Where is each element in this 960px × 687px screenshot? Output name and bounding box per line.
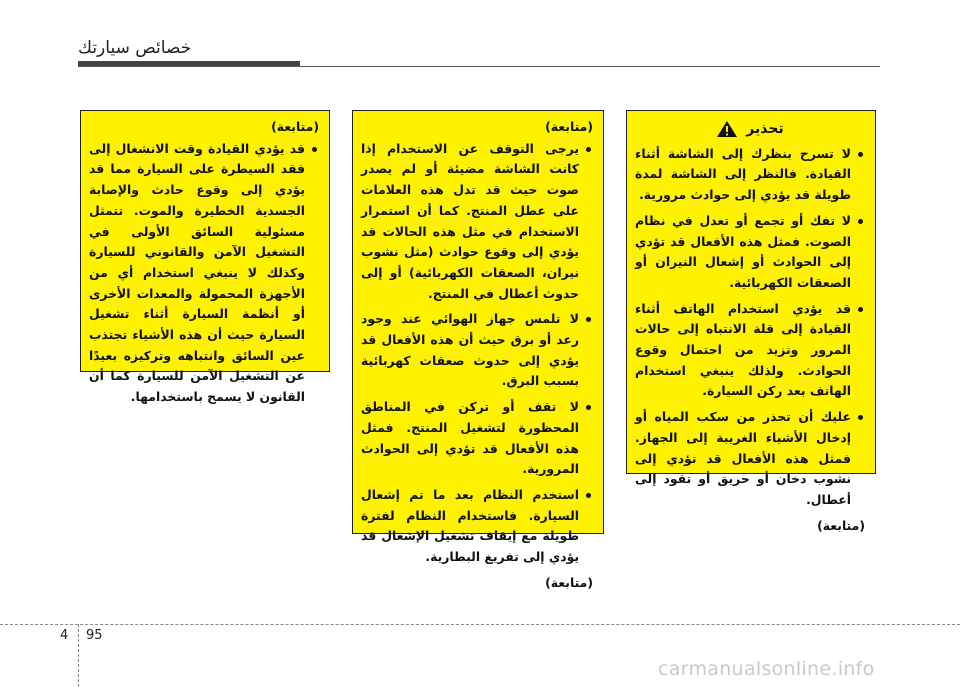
page-title: خصائص سيارتك bbox=[78, 38, 192, 58]
list-item: لا تقف أو تركن في المناطق المحظورة لتشغيل المنتج. فمثل هذه الأفعال قد تؤدي إلى الحوادث المرورية. bbox=[361, 397, 593, 480]
chapter-number: 4 bbox=[60, 628, 69, 643]
list-item: عليك أن تحذر من سكب المياه أو إدخال الأشياء الغريبة إلى الجهاز. فمثل هذه الأفعال قد تؤدي إلى نشوب دخان أو حريق أو تقود إلى أعطال. bbox=[635, 407, 865, 511]
footer-vertical-divider bbox=[78, 624, 79, 687]
header-rule bbox=[78, 66, 880, 67]
warning-triangle-icon bbox=[716, 120, 738, 138]
list-item: قد يؤدي استخدام الهاتف أثناء القيادة إلى قلة الانتباه إلى حالات المرور وتزيد من احتمال وقوع الحوادث. ولذلك ينبغي استخدام الهاتف بعد ركن السيارة. bbox=[635, 299, 865, 403]
continued-label: (متابعة) bbox=[545, 119, 593, 134]
warning-box-end bbox=[80, 110, 330, 405]
list-item: لا تلمس جهاز الهوائي عند وجود رعد أو برق حيث أن هذه الأفعال قد يؤدي إلى حدوث صعقات كهربائية بسبب البرق. bbox=[361, 309, 593, 392]
warning-heading bbox=[635, 119, 865, 140]
continued-label: (متابعة) bbox=[545, 574, 593, 590]
warning-list bbox=[361, 139, 593, 568]
page-number: 95 bbox=[86, 628, 103, 643]
list-item: لا تفك أو تجمع أو تعدل في نظام الصوت. فمثل هذه الأفعال قد تؤدي إلى الحوادث أو إشعال النيران أو الصعقات الكهربائية. bbox=[635, 211, 865, 294]
warning-box-continued bbox=[352, 110, 604, 590]
list-item: استخدم النظام بعد ما تم إشعال السيارة. فاستخدام النظام لفترة طويلة مع إيقاف تشغيل الإشعال قد يؤدي إلى تفريغ البطارية. bbox=[361, 485, 593, 568]
continued-label: (متابعة) bbox=[817, 517, 865, 533]
list-item: قد يؤدي القيادة وقت الانشغال إلى فقد السيطرة على السيارة مما قد يؤدي إلى وقوع حادث والإصابة الجسدية الخطيرة والموت. تتمثل مسئولية السائق الأولى في التشغيل الآمن والقانوني للسيارة وكذلك لا ينبغي استخدام أي من الأجهزة المحمولة والمعدات الأخرى أو أنظمة السيارة أثناء تشغيل السيارة حيث أن هذه الأشياء تجتذب عين السائق وانتباهه وتركيزه بعيدًا عن التشغيل الآمن للسيارة كما أن القانون لا يسمح باستخدامها. bbox=[89, 139, 319, 408]
warning-list bbox=[89, 139, 319, 408]
list-item: يرجى التوقف عن الاستخدام إذا كانت الشاشة مضيئة أو لم يصدر صوت حيث قد تدل هذه العلامات على عطل المنتج. كما أن استمرار الاستخدام في مثل هذه الحالات قد يؤدي إلى وقوع حوادث (مثل نشوب نيران، الصعقات الكهربائية) أو إلى حدوث أعطال في المنتج. bbox=[361, 139, 593, 305]
warning-label: تحذير bbox=[746, 121, 784, 137]
watermark: carmanualsonline.info bbox=[658, 658, 875, 680]
warning-list bbox=[635, 144, 865, 511]
list-item: لا تسرح بنظرك إلى الشاشة أثناء القيادة. فالنظر إلى الشاشة لمدة طويلة قد يؤدي إلى حوادث مرورية. bbox=[635, 144, 865, 206]
footer-divider bbox=[0, 624, 960, 625]
warning-box bbox=[626, 110, 876, 533]
continued-label: (متابعة) bbox=[271, 119, 319, 134]
